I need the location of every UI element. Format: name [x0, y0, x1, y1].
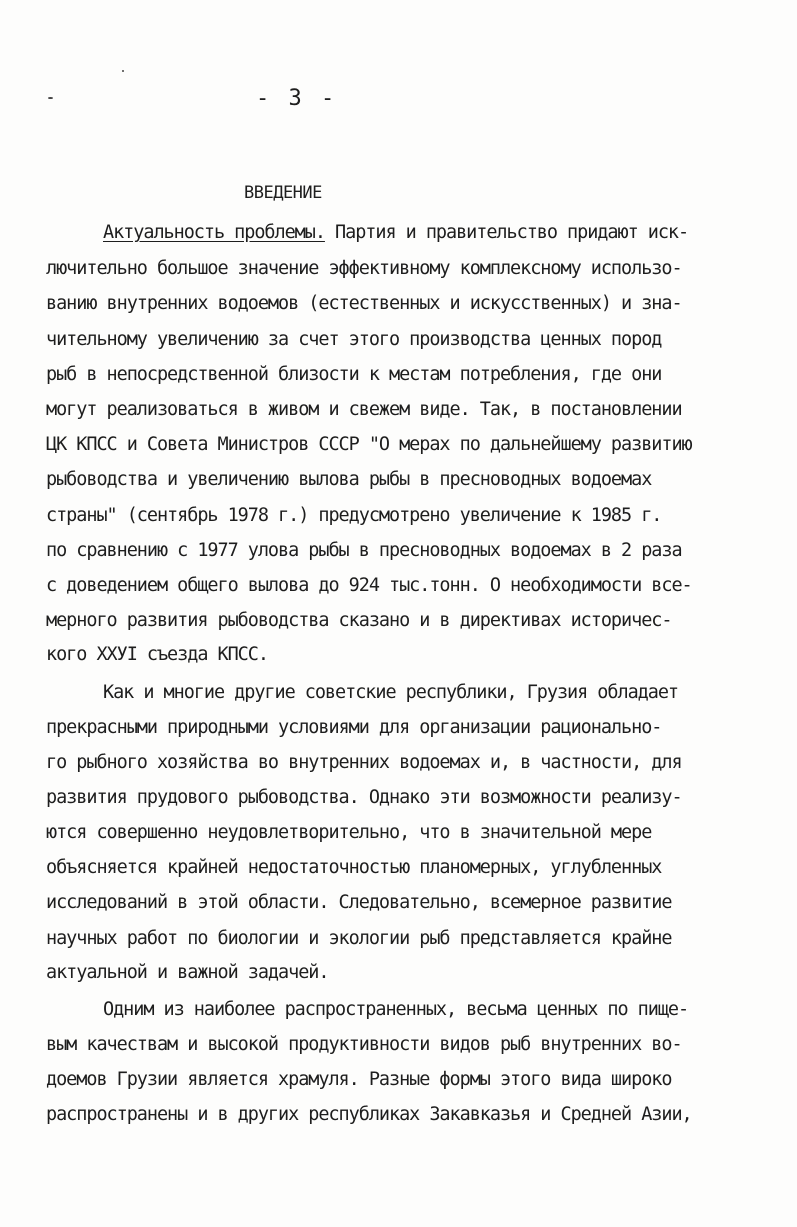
- text-line: вым качествам и высокой продуктивности видов рыб внутренних во-: [46, 1034, 682, 1055]
- text-line: прекрасными природными условиями для организации рационально-: [46, 717, 662, 738]
- text-line: научных работ по биологии и экологии рыб представляется крайне: [46, 928, 672, 949]
- scan-speck: [122, 70, 124, 72]
- scan-speck: [48, 97, 53, 99]
- text-span: Партия и правительство придают иск-: [324, 222, 689, 243]
- text-line: го рыбного хозяйства во внутренних водоемах и, в частности, для: [46, 752, 682, 773]
- text-line: актуальной и важной задачей.: [46, 962, 329, 983]
- text-line: по сравнению с 1977 улова рыбы в пресноводных водоемах в 2 раза: [46, 540, 682, 561]
- text-line: объясняется крайней недостаточностью планомерных, углубленных: [46, 857, 662, 878]
- page-number: - 3 -: [256, 86, 338, 111]
- text-line: ЦК КПСС и Совета Министров СССР "О мерах по дальнейшему развитию: [46, 434, 692, 455]
- text-line: мерного развития рыбоводства сказано и в директивах историчес-: [46, 610, 672, 631]
- text-line: развития прудового рыбоводства. Однако эти возможности реализу-: [46, 787, 682, 808]
- text-line: ются совершенно неудовлетворительно, что в значительной мере: [46, 822, 652, 843]
- text-line: лючительно большое значение эффективному комплексному использо-: [46, 258, 682, 279]
- text-line: Как и многие другие советские республики, Грузия обладает: [103, 682, 679, 703]
- text-line: с доведением общего вылова до 924 тыс.тонн. О необходимости все-: [46, 575, 692, 596]
- section-heading: ВВЕДЕНИЕ: [244, 183, 322, 203]
- text-line: ванию внутренних водоемов (естественных и искусственных) и зна-: [46, 293, 682, 314]
- text-line: рыбоводства и увеличению вылова рыбы в пресноводных водоемах: [46, 469, 652, 490]
- text-line: исследований в этой области. Следовательно, всемерное развитие: [46, 892, 672, 913]
- text-line: страны" (сентябрь 1978 г.) предусмотрено увеличение к 1985 г.: [46, 505, 662, 526]
- text-line: доемов Грузии является храмуля. Разные формы этого вида широко: [46, 1069, 672, 1090]
- text-line: чительному увеличению за счет этого производства ценных пород: [46, 329, 662, 350]
- text-line: кого XXУI съезда КПСС.: [46, 644, 268, 665]
- text-line: рыб в непосредственной близости к местам потребления, где они: [46, 364, 662, 385]
- lead-phrase: Актуальность проблемы.: [103, 222, 325, 243]
- text-line: Одним из наиболее распространенных, весьма ценных по пище-: [103, 999, 689, 1020]
- text-line: распространены и в других республиках Закавказья и Средней Азии,: [46, 1104, 692, 1125]
- text-line: [103, 224, 743, 243]
- text-line: могут реализоваться в живом и свежем виде. Так, в постановлении: [46, 399, 682, 420]
